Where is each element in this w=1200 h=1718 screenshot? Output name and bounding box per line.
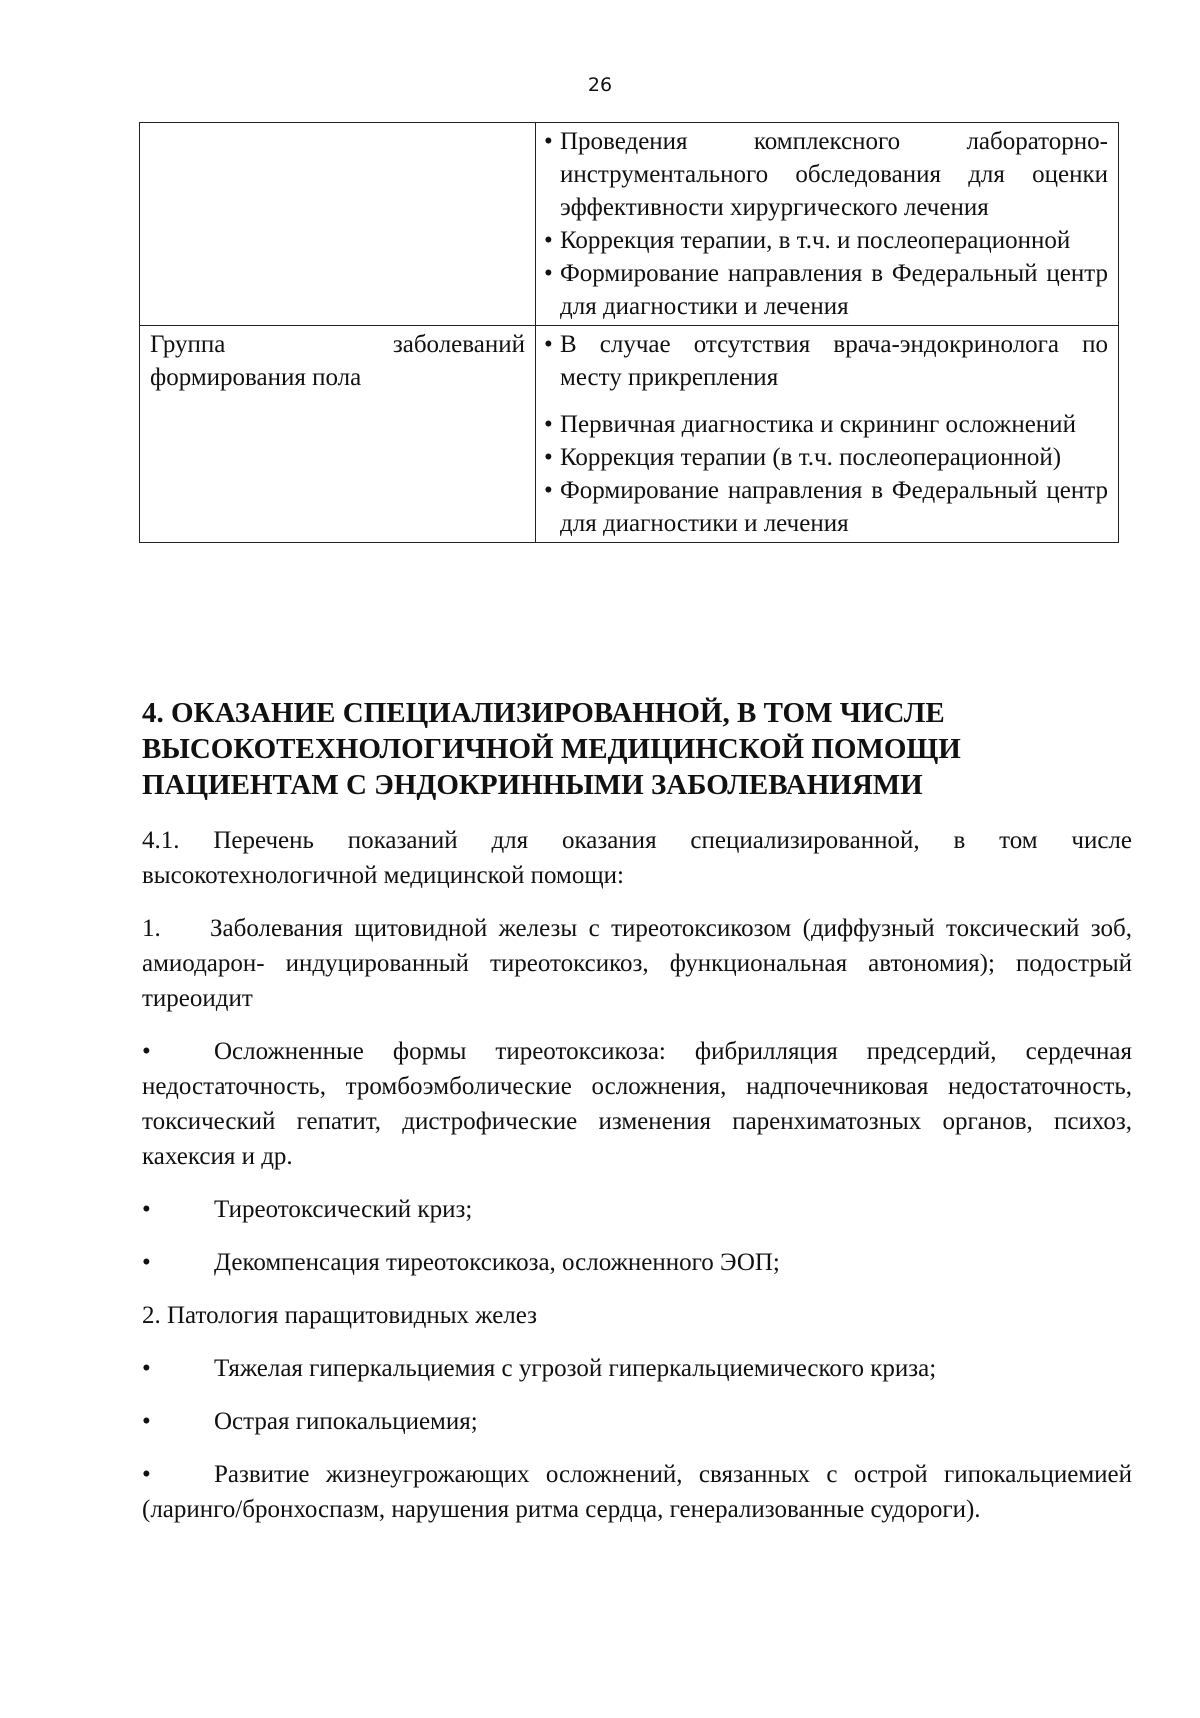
group-name-word: заболеваний	[392, 331, 525, 358]
list-item: • Первичная диагностика и скрининг осложнений	[546, 408, 1108, 441]
bullet-paragraph	[142, 1192, 1132, 1227]
bullet-paragraph	[142, 1245, 1132, 1280]
table-cell-actions	[536, 123, 1119, 326]
bullet-paragraph	[142, 1404, 1132, 1439]
item-text: Заболевания щитовидной железы с тиреотоксикозом (диффузный токсический зоб, амиодарон- индуцированный тиреотоксикоз, функциональная автономия); подострый тиреоидит	[142, 915, 1132, 1012]
table-cell-actions	[536, 326, 1119, 543]
bullet-text: Тиреотоксический криз;	[214, 1196, 473, 1223]
group-name-word: Группа	[150, 331, 226, 358]
list-item: • В случае отсутствия врача-эндокринолога по месту прикрепления	[546, 328, 1108, 394]
bullet-mark: •	[142, 1461, 151, 1488]
section-content	[142, 695, 1132, 1545]
bullet-paragraph	[142, 1351, 1132, 1386]
table-row	[140, 123, 1119, 326]
bullet-mark: •	[142, 1355, 151, 1382]
bullet-mark: •	[142, 1408, 151, 1435]
numbered-item: 2. Патология паращитовидных желез	[142, 1302, 538, 1329]
bullet-paragraph	[142, 1034, 1132, 1174]
intro-paragraph: 4.1. Перечень показаний для оказания специализированной, в том числе высокотехнологичной медицинской помощи:	[142, 827, 1132, 889]
indications-table	[139, 122, 1119, 543]
table-row	[140, 326, 1119, 543]
table-cell-group	[140, 326, 536, 543]
bullet-mark: •	[142, 1196, 151, 1223]
bullet-mark: •	[142, 1249, 151, 1276]
bullet-text: Развитие жизнеугрожающих осложнений, связанных с острой гипокальциемией (ларинго/бронхоспазм, нарушения ритма сердца, генерализованные судороги).	[142, 1461, 1132, 1523]
bullet-list	[546, 125, 1108, 323]
list-item: • Формирование направления в Федеральный центр для диагностики и лечения	[546, 474, 1108, 540]
group-name-line	[150, 328, 525, 361]
bullet-text: Декомпенсация тиреотоксикоза, осложненного ЭОП;	[214, 1249, 780, 1276]
bullet-list	[546, 328, 1108, 540]
section-title: 4. ОКАЗАНИЕ СПЕЦИАЛИЗИРОВАННОЙ, В ТОМ ЧИСЛЕ ВЫСОКОТЕХНОЛОГИЧНОЙ МЕДИЦИНСКОЙ ПОМОЩИ ПАЦИЕНТАМ С ЭНДОКРИННЫМИ ЗАБОЛЕВАНИЯМИ	[142, 697, 961, 801]
page-number: 26	[587, 74, 613, 96]
list-item: • Коррекция терапии, в т.ч. и послеоперационной	[546, 224, 1108, 257]
group-name-line: формирования пола	[150, 364, 362, 391]
bullet-text: Тяжелая гиперкальциемия с угрозой гиперкальциемического криза;	[214, 1355, 937, 1382]
bullet-mark: •	[142, 1038, 151, 1065]
list-item: • Коррекция терапии (в т.ч. послеоперационной)	[546, 441, 1108, 474]
numbered-item	[142, 911, 1132, 1016]
bullet-paragraph	[142, 1457, 1132, 1527]
bullet-text: Осложненные формы тиреотоксикоза: фибрилляция предсердий, сердечная недостаточность, тромбоэмболические осложнения, надпочечниковая недостаточность, токсический гепатит, дистрофические изменения паренхиматозных органов, психоз, кахексия и др.	[142, 1038, 1132, 1170]
list-item: • Проведения комплексного лабораторно-инструментального обследования для оценки эффективности хирургического лечения	[546, 125, 1108, 224]
item-number: 1.	[142, 915, 161, 942]
list-item: • Формирование направления в Федеральный центр для диагностики и лечения	[546, 257, 1108, 323]
bullet-text: Острая гипокальциемия;	[214, 1408, 478, 1435]
table-cell-group	[140, 123, 536, 326]
